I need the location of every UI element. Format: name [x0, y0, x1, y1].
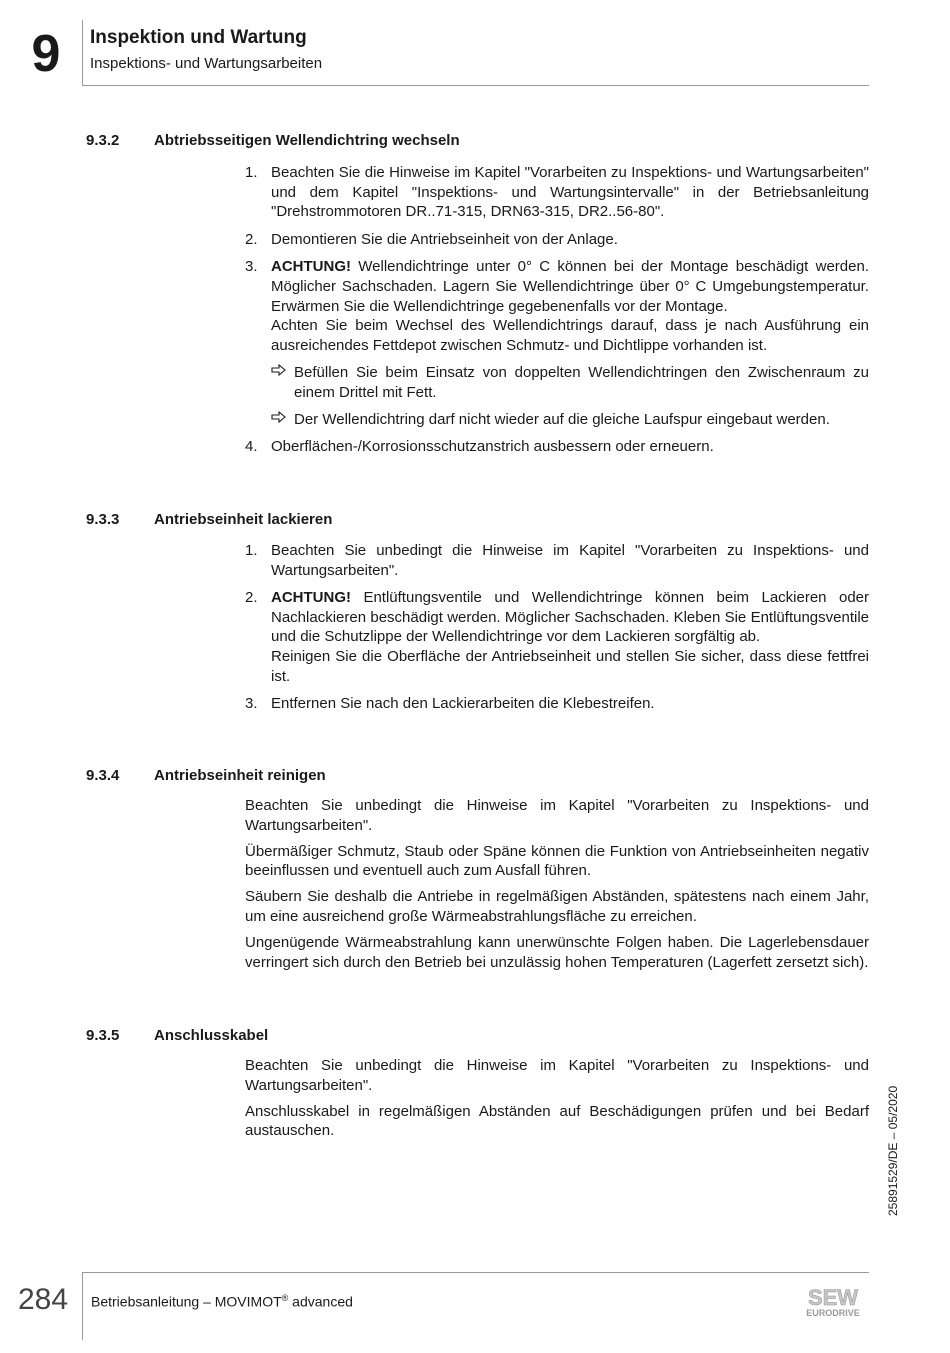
step-item: [245, 257, 869, 429]
section-title: Abtriebsseitigen Wellendichtring wechseln: [154, 132, 460, 149]
warning-text: Entlüftungsventile und Wellendichtringe können beim Lackieren oder Nachlackieren beschädigt werden. Möglicher Sachschaden. Kleben Sie Entlüftungsventile und die Schutzlippe der Wellendichtringe vor dem Lackieren sorgfältig ab.: [271, 589, 869, 646]
section-title: Antriebseinheit reinigen: [154, 767, 326, 784]
footer-doc-title-suffix: advanced: [288, 1293, 353, 1310]
step-text-secondary: Reinigen Sie die Oberfläche der Antriebseinheit und stellen Sie sicher, dass diese fettfrei ist.: [271, 647, 869, 685]
step-text: [271, 588, 869, 647]
footer-doc-title: [91, 1293, 353, 1310]
document-code: 25891529/DE – 05/2020: [886, 1085, 900, 1216]
header-subtitle: Inspektions- und Wartungsarbeiten: [90, 55, 323, 72]
hint-item: [271, 410, 869, 430]
sew-eurodrive-logo: [798, 1285, 868, 1319]
header-divider-vertical: [82, 20, 83, 86]
arrow-right-outline-icon: [271, 411, 287, 423]
section-9-3-3-body: [245, 541, 869, 722]
registered-mark: ®: [281, 1293, 289, 1303]
section-title: Anschlusskabel: [154, 1027, 269, 1044]
paragraph: Ungenügende Wärmeabstrahlung kann unerwünschte Folgen haben. Die Lagerlebensdauer verringert sich durch den Betrieb bei unzulässig hohen Temperaturen (Lagerfett zersetzt sich).: [245, 934, 869, 971]
arrow-right-outline-icon: [271, 364, 287, 376]
step-number: 2.: [245, 589, 258, 607]
step-number: 3.: [245, 695, 258, 713]
warning-label: ACHTUNG!: [271, 258, 351, 276]
section-number: 9.3.4: [86, 767, 120, 784]
step-number: 2.: [245, 230, 258, 248]
section-number: 9.3.5: [86, 1027, 120, 1044]
paragraph: Übermäßiger Schmutz, Staub oder Späne können die Funktion von Antriebseinheiten negativ beeinflussen und eventuell auch zum Ausfall führen.: [245, 842, 869, 880]
step-text: Beachten Sie unbedingt die Hinweise im Kapitel "Vorarbeiten zu Inspektions- und Wartungsarbeiten".: [271, 542, 869, 579]
paragraph: Anschlusskabel in regelmäßigen Abständen auf Beschädigungen prüfen und bei Bedarf austauschen.: [245, 1102, 869, 1140]
logo-text-sub: EURODRIVE: [806, 1308, 860, 1318]
header-divider-horizontal: [82, 85, 869, 86]
step-number: 1.: [245, 542, 258, 559]
footer-divider-vertical: [82, 1272, 83, 1340]
hint-text: Befüllen Sie beim Einsatz von doppelten Wellendichtringen den Zwischenraum zu einem Drittel mit Fett.: [294, 364, 869, 401]
paragraph: Säubern Sie deshalb die Antriebe in regelmäßigen Abständen, spätestens nach einem Jahr, um eine ausreichend große Wärmeabstrahlungsfläche zu erreichen.: [245, 888, 869, 925]
section-9-3-5-body: [245, 1056, 869, 1147]
hint-text: Der Wellendichtring darf nicht wieder auf die gleiche Laufspur eingebaut werden.: [294, 410, 830, 428]
step-item: [245, 588, 869, 686]
paragraph: Beachten Sie unbedingt die Hinweise im Kapitel "Vorarbeiten zu Inspektions- und Wartungsarbeiten".: [245, 1057, 869, 1094]
step-number: 1.: [245, 164, 258, 181]
step-item: [245, 437, 869, 457]
step-text: Oberflächen-/Korrosionsschutzanstrich ausbessern oder erneuern.: [271, 438, 714, 456]
page-number: 284: [18, 1283, 69, 1316]
step-item: [245, 541, 869, 580]
section-9-3-2-body: [245, 163, 869, 465]
warning-text: Wellendichtringe unter 0° C können bei der Montage beschädigt werden. Möglicher Sachschaden. Lagern Sie Wellendichtringe über 0° C Umgebungstemperatur. Erwärmen Sie die Wellendichtringe gegebenenfalls vor der Montage.: [271, 258, 869, 315]
section-title: Antriebseinheit lackieren: [154, 511, 333, 528]
warning-label: ACHTUNG!: [271, 589, 351, 607]
section-number: 9.3.2: [86, 132, 120, 149]
step-text: Beachten Sie die Hinweise im Kapitel "Vorarbeiten zu Inspektions- und Wartungsarbeiten" und dem Kapitel "Inspektions- und Wartungsintervalle" in der Betriebsanleitung "Drehstrommotoren DR..71-315, DRN63-315, DR2..56-80".: [271, 164, 869, 221]
hint-item: [271, 363, 869, 402]
section-9-3-4-body: [245, 796, 869, 979]
step-list: [245, 163, 869, 457]
step-text: Entfernen Sie nach den Lackierarbeiten die Klebestreifen.: [271, 695, 655, 713]
step-item: [245, 163, 869, 222]
section-number: 9.3.3: [86, 511, 120, 528]
paragraph: Beachten Sie unbedingt die Hinweise im Kapitel "Vorarbeiten zu Inspektions- und Wartungsarbeiten".: [245, 797, 869, 834]
step-text-secondary: Achten Sie beim Wechsel des Wellendichtrings darauf, dass je nach Ausführung ein ausreichendes Fettdepot zwischen Schmutz- und Dichtlippe vorhanden ist.: [271, 317, 869, 354]
footer-doc-title-prefix: Betriebsanleitung – MOVIMOT: [91, 1293, 282, 1310]
step-number: 3.: [245, 258, 258, 276]
chapter-number: 9: [31, 25, 61, 83]
hint-list: [271, 363, 869, 429]
header-title: Inspektion und Wartung: [90, 27, 307, 48]
step-text: Demontieren Sie die Antriebseinheit von der Anlage.: [271, 230, 618, 248]
step-item: [245, 694, 869, 714]
step-list: [245, 541, 869, 714]
footer-divider-horizontal: [82, 1272, 869, 1273]
step-item: [245, 230, 869, 250]
step-text: [271, 257, 869, 316]
step-number: 4.: [245, 438, 258, 456]
logo-text-main: SEW: [807, 1285, 859, 1310]
